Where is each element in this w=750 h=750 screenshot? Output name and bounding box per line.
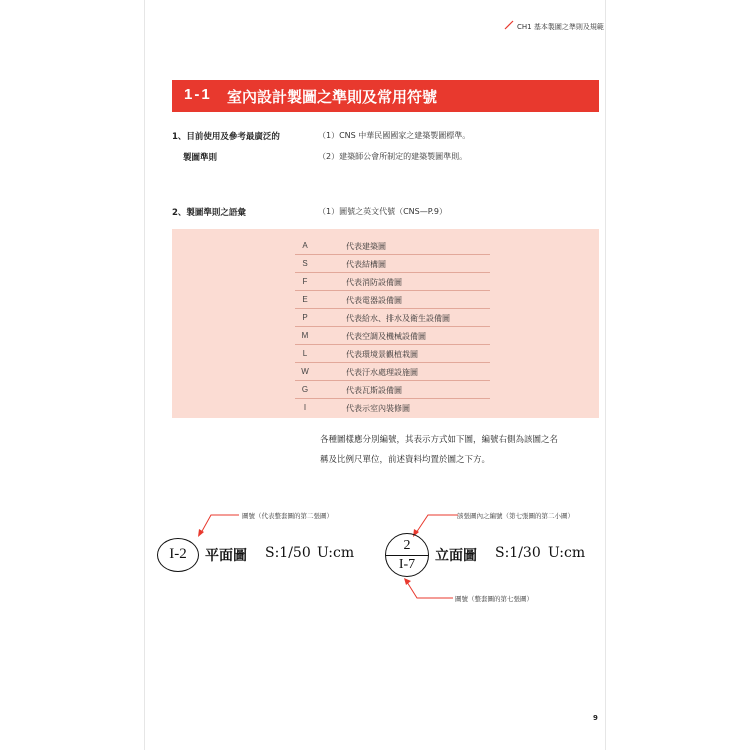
left-circle-text: I-2 bbox=[169, 546, 187, 562]
item1-label-line1: 1、目前使用及參考最廣泛的 bbox=[172, 132, 280, 142]
code-row bbox=[295, 255, 490, 273]
item1-label-line2: 製圖準則 bbox=[183, 153, 218, 163]
code-letter: L bbox=[302, 349, 308, 358]
left-arrow-icon bbox=[195, 505, 245, 540]
paragraph-line-1: 各種圖樣應分別編號，其表示方式如下圖，編號右側為該圖之名 bbox=[320, 435, 559, 445]
right-bottom-arrow-icon bbox=[399, 578, 459, 608]
right-scale: S:1/30 bbox=[495, 545, 541, 561]
code-letter: S bbox=[302, 259, 308, 268]
section-title-bar bbox=[172, 80, 599, 112]
running-header: CH1 基本製圖之準則及規範 bbox=[517, 23, 604, 31]
code-description: 代表給水、排水及衛生設備圖 bbox=[346, 314, 450, 323]
item2-sub: （1）圖號之英文代號（CNS—P.9） bbox=[318, 207, 447, 216]
code-row bbox=[295, 327, 490, 345]
paragraph-line-2: 稱及比例尺單位，前述資料均置於圖之下方。 bbox=[320, 455, 491, 465]
page-number: 9 bbox=[593, 714, 598, 722]
code-row bbox=[295, 291, 490, 309]
code-row bbox=[295, 363, 490, 381]
code-table bbox=[172, 229, 599, 418]
right-bottom-annotation: 圖號（整套圖的第七張圖） bbox=[455, 595, 533, 603]
explanation-paragraph bbox=[320, 430, 605, 470]
code-letter: F bbox=[302, 277, 308, 286]
left-scale: S:1/50 bbox=[265, 545, 311, 561]
code-row bbox=[295, 309, 490, 327]
left-drawing-label: 平面圖 bbox=[205, 548, 247, 564]
code-letter: P bbox=[302, 313, 308, 322]
right-circle-top-text: 2 bbox=[403, 538, 411, 553]
red-slash-icon bbox=[504, 20, 514, 30]
right-unit: U:cm bbox=[548, 545, 586, 561]
code-row bbox=[295, 273, 490, 291]
right-top-annotation: 該張圖內之編號（第七張圖的第二小圖） bbox=[457, 512, 574, 520]
code-row bbox=[295, 345, 490, 363]
code-letter: M bbox=[301, 331, 309, 340]
code-letter: A bbox=[302, 241, 308, 250]
code-description: 代表示室內裝修圖 bbox=[346, 404, 410, 413]
code-description: 代表環境景觀植栽圖 bbox=[346, 350, 418, 359]
section-title: 室內設計製圖之準則及常用符號 bbox=[227, 88, 438, 106]
code-description: 代表空調及機械設備圖 bbox=[346, 332, 426, 341]
code-row bbox=[295, 381, 490, 399]
book-page bbox=[145, 0, 605, 750]
left-annotation: 圖號（代表整套圖的第二張圖） bbox=[242, 512, 333, 520]
section-number: 1-1 bbox=[184, 86, 212, 103]
code-description: 代表消防設備圖 bbox=[346, 278, 402, 287]
right-drawing-label: 立面圖 bbox=[435, 548, 477, 564]
code-letter: E bbox=[302, 295, 308, 304]
left-drawing-number-circle bbox=[157, 538, 199, 572]
left-unit: U:cm bbox=[317, 545, 355, 561]
code-description: 代表結構圖 bbox=[346, 260, 386, 269]
code-description: 代表建築圖 bbox=[346, 242, 386, 251]
code-letter: W bbox=[301, 367, 309, 376]
code-description: 代表汙水處理設施圖 bbox=[346, 368, 418, 377]
item1-point-2: （2）建築師公會所制定的建築製圖準則。 bbox=[318, 152, 468, 161]
code-row bbox=[295, 399, 490, 416]
code-description: 代表瓦斯設備圖 bbox=[346, 386, 402, 395]
code-row bbox=[295, 237, 490, 255]
right-circle-bottom-text: I-7 bbox=[398, 557, 416, 572]
item1-point-1: （1）CNS 中華民國國家之建築製圖標準。 bbox=[318, 131, 471, 140]
right-drawing-number-circle bbox=[385, 533, 429, 577]
code-letter: I bbox=[303, 403, 307, 412]
code-description: 代表電器設備圖 bbox=[346, 296, 402, 305]
item2-label: 2、製圖準則之語彙 bbox=[172, 208, 246, 218]
code-letter: G bbox=[301, 385, 309, 394]
